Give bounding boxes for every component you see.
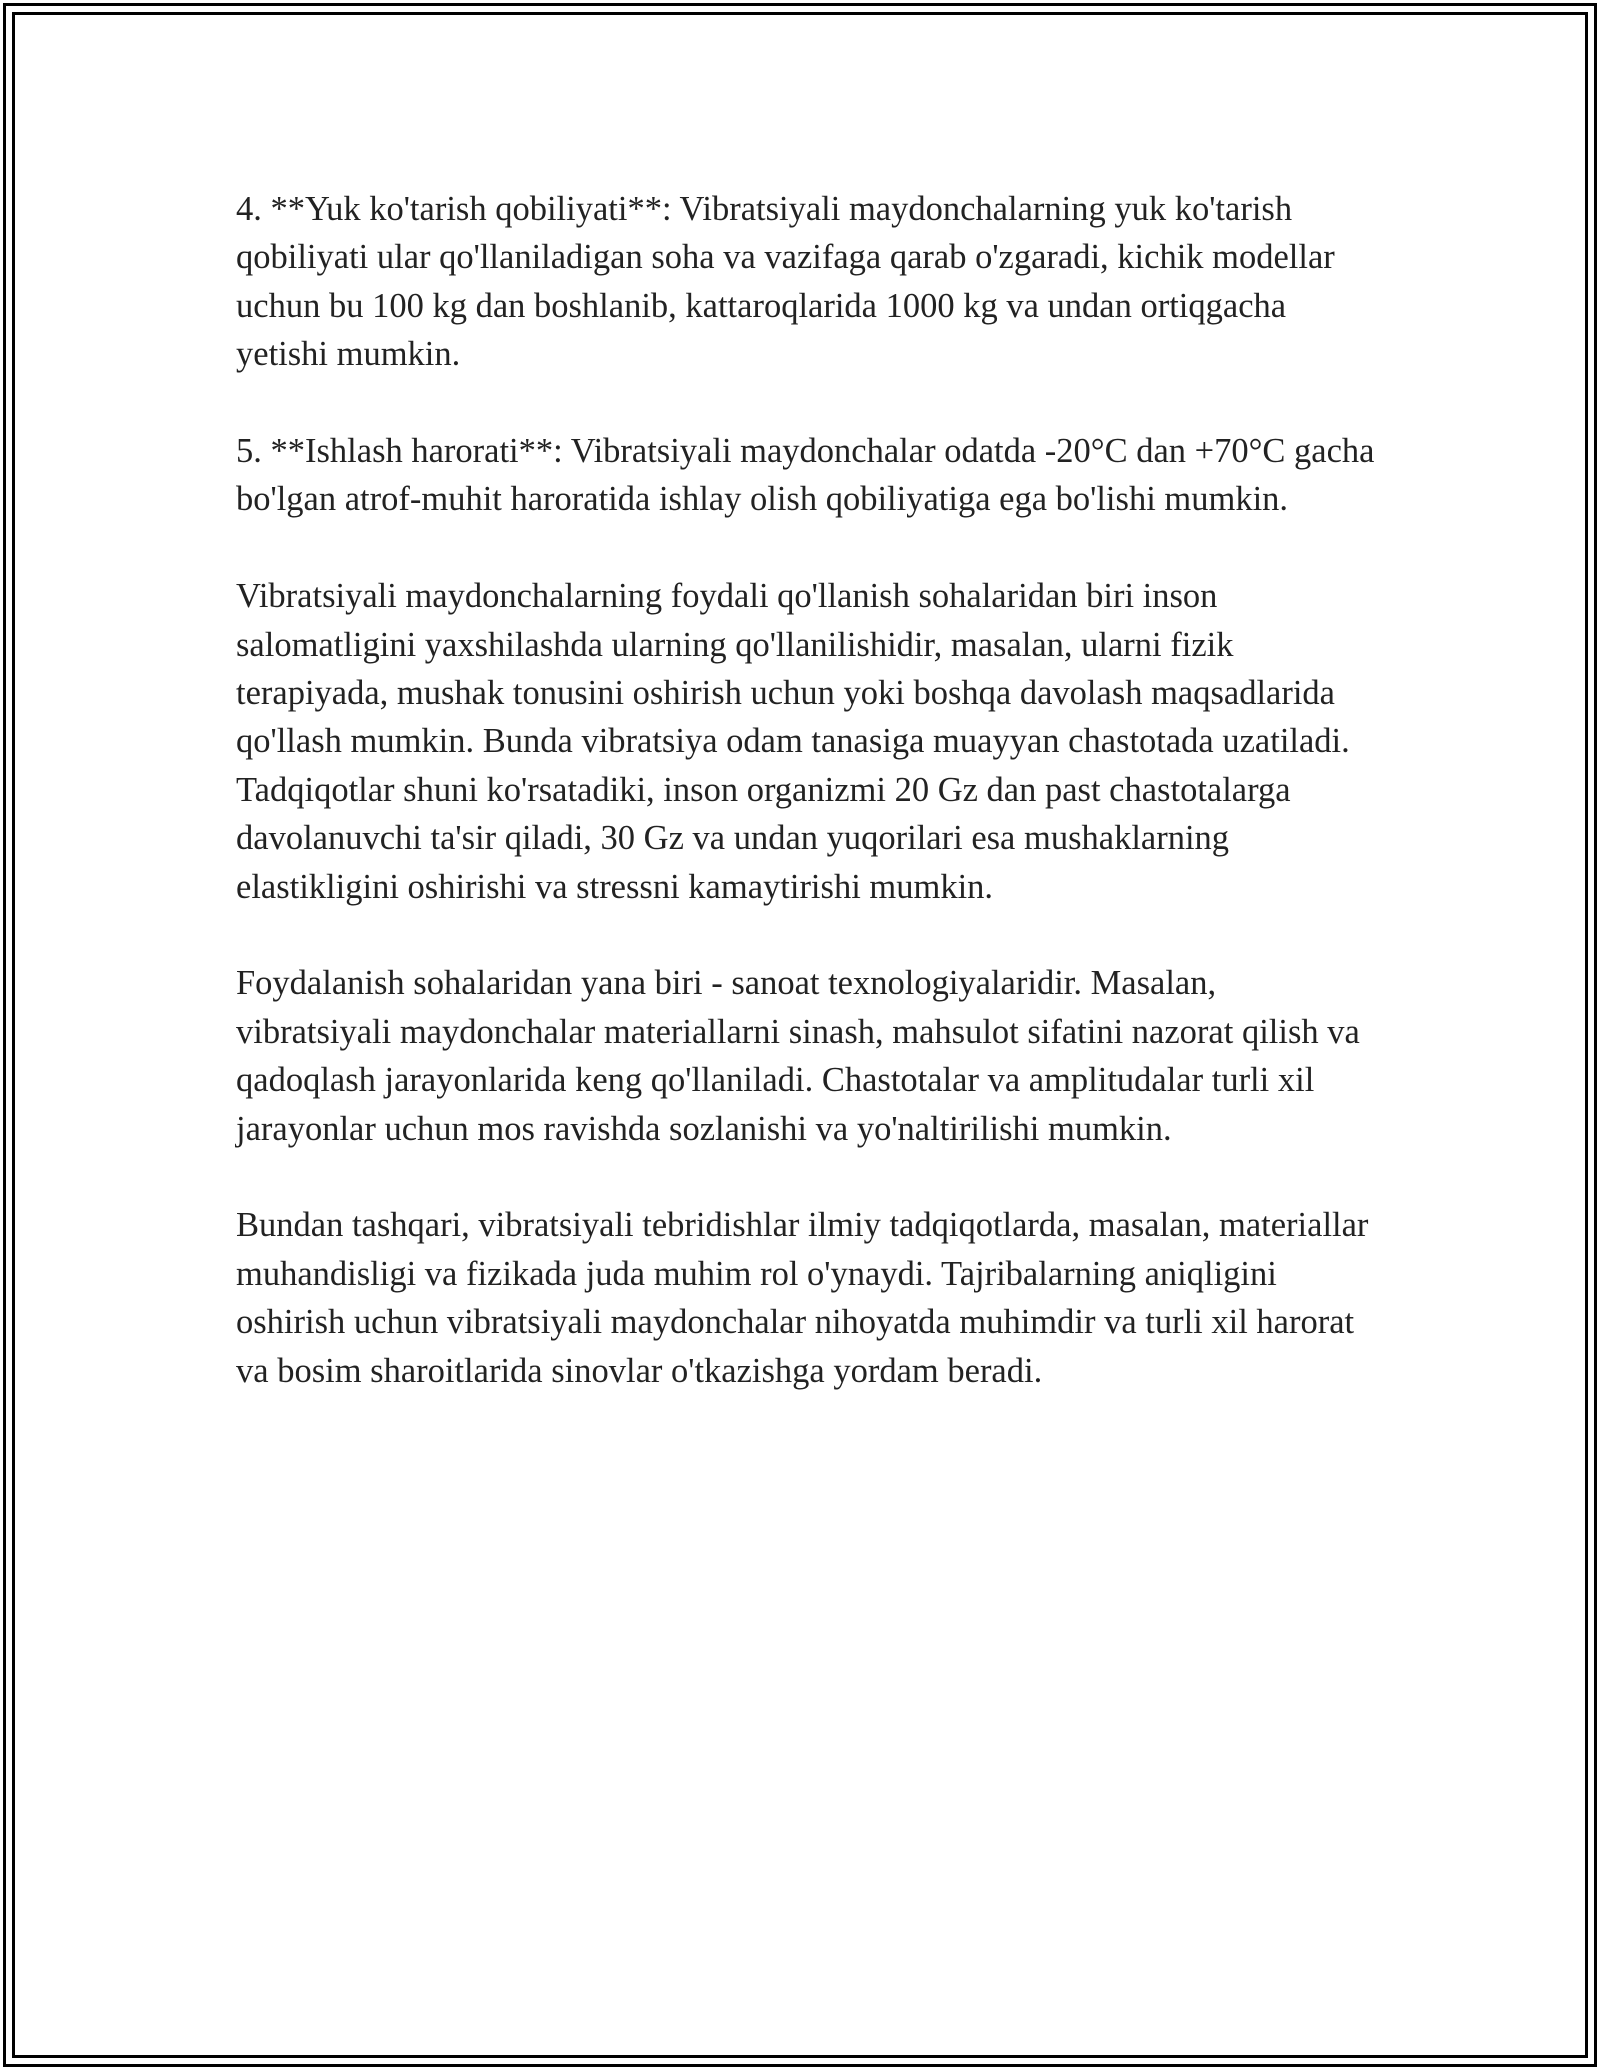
paragraph-industrial-applications: Foydalanish sohalaridan yana biri - sanoat texnologiyalaridir. Masalan, vibratsiyali maydonchalar materiallarni sinash, mahsulot sifatini nazorat qilish va qadoqlash jarayonlarida keng qo'llaniladi. Chastotalar va amplitudalar turli xil jarayonlar uchun mos ravishda sozlanishi va yo'naltirilishi mumkin. bbox=[236, 964, 1360, 1148]
document-body bbox=[236, 185, 1376, 1443]
paragraph-operating-temperature: 5. **Ishlash harorati**: Vibratsiyali maydonchalar odatda -20°C dan +70°C gacha bo'lgan atrof-muhit haroratida ishlay olish qobiliyatiga ega bo'lishi mumkin. bbox=[236, 432, 1375, 519]
paragraph-load-capacity: 4. **Yuk ko'tarish qobiliyati**: Vibratsiyali maydonchalarning yuk ko'tarish qobiliyati ular qo'llaniladigan soha va vazifaga qarab o'zgaradi, kichik modellar uchun bu 100 kg dan boshlanib, kattaroqlarida 1000 kg va undan ortiqgacha yetishi mumkin. bbox=[236, 190, 1335, 374]
paragraph-scientific-research: Bundan tashqari, vibratsiyali tebridishlar ilmiy tadqiqotlarda, masalan, materiallar muhandisligi va fizikada juda muhim rol o'ynaydi. Tajribalarning aniqligini oshirish uchun vibratsiyali maydonchalar nihoyatda muhimdir va turli xil harorat va bosim sharoitlarida sinovlar o'tkazishga yordam beradi. bbox=[236, 1206, 1369, 1390]
paragraph-health-applications: Vibratsiyali maydonchalarning foydali qo'llanish sohalaridan biri inson salomatligini yaxshilashda ularning qo'llanilishidir, masalan, ularni fizik terapiyada, mushak tonusini oshirish uchun yoki boshqa davolash maqsadlarida qo'llash mumkin. Bunda vibratsiya odam tanasiga muayyan chastotada uzatiladi. Tadqiqotlar shuni ko'rsatadiki, inson organizmi 20 Gz dan past chastotalarga davolanuvchi ta'sir qiladi, 30 Gz va undan yuqorilari esa mushaklarning elastikligini oshirishi va stressni kamaytirishi mumkin. bbox=[236, 577, 1350, 906]
